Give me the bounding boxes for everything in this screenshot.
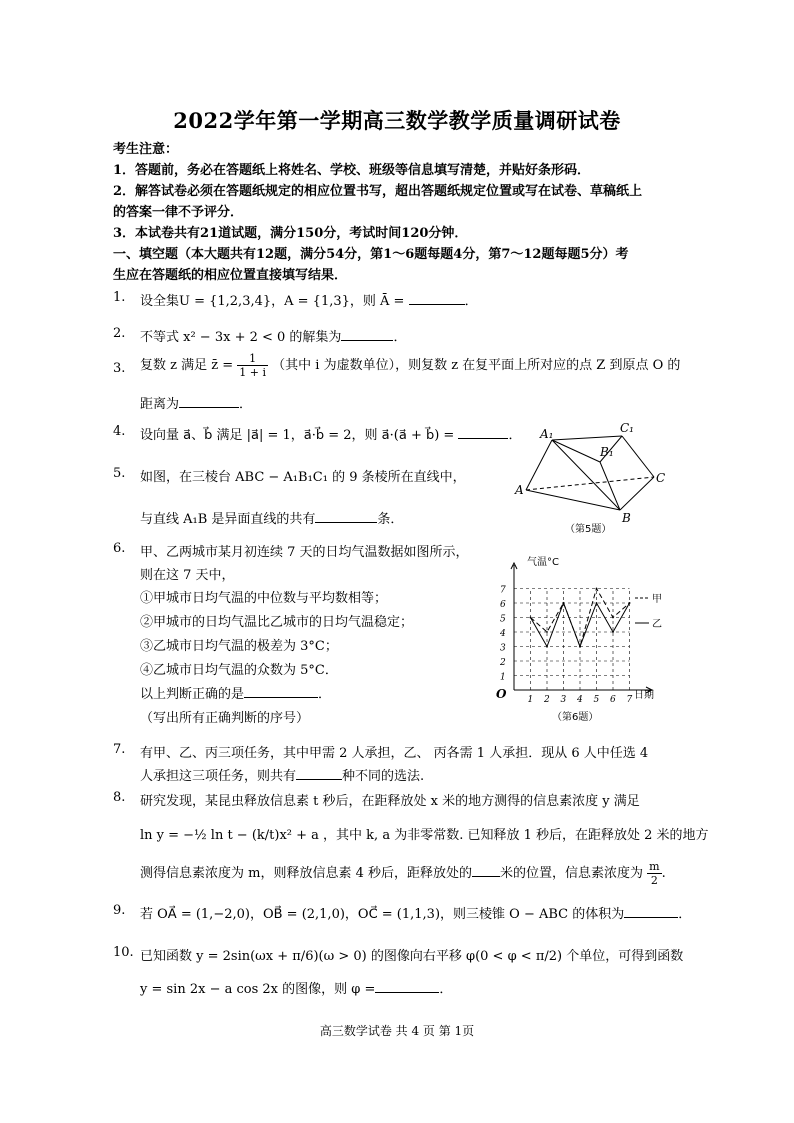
section-heading-2: 生应在答题纸的相应位置直接填写结果． xyxy=(113,268,348,283)
label-a: A xyxy=(515,483,524,497)
q5-line2: 与直线 A₁B 是异面直线的共有 条． xyxy=(140,512,404,527)
point-yi-7 xyxy=(629,602,631,604)
edge-cc1 xyxy=(622,436,654,477)
q4-text: 设向量 a⃗、b⃗ 满足 |a⃗| = 1，a⃗·b⃗ = 2，则 a⃗·(a⃗ + b⃗) = ． xyxy=(140,428,522,443)
q1-blank[interactable] xyxy=(409,292,465,305)
q10-number: 10. xyxy=(113,945,134,960)
q6-ask: 以上判断正确的是 ． xyxy=(140,687,332,702)
x-tick-label: 7 xyxy=(626,695,633,705)
q8-line1: 研究发现，某昆虫释放信息素 t 秒后，在距释放处 x 米的地方测得的信息素浓度 y 满足 xyxy=(140,794,640,809)
q7-number: 7. xyxy=(113,742,126,757)
q1-text: 设全集U = {1,2,3,4}，A = {1,3}，则 Ā = ． xyxy=(140,294,478,309)
q6-opt4: ④乙城市日均气温的众数为 5°C． xyxy=(140,663,338,678)
q10-line1: 已知函数 y = 2sin(ωx + π/6)(ω > 0) 的图像向右平移 φ(0 < φ < π/2) 个单位，可得到函数 xyxy=(140,949,684,964)
q10-line2: y = sin 2x − a cos 2x 的图像，则 φ = ． xyxy=(140,982,453,997)
y-tick-label: 3 xyxy=(500,643,506,654)
y-tick-label: 5 xyxy=(500,614,506,625)
label-b: B xyxy=(622,511,631,525)
point-yi-6 xyxy=(612,631,614,633)
notice-item-3: 3．本试卷共有21道试题，满分150分，考试时间120分钟． xyxy=(113,226,468,241)
notice-item-2: 2．解答试卷必须在答题纸规定的相应位置书写，超出答题纸规定位置或写在试卷、草稿纸上 xyxy=(113,184,643,199)
q9-text: 若 OA⃗ = (1,−2,0)，OB⃗ = (2,1,0)，OC⃗ = (1,1,3)，则三棱锥 O − ABC 的体积为 ． xyxy=(140,907,692,922)
q9-blank[interactable] xyxy=(624,905,678,918)
q7-blank[interactable] xyxy=(296,767,342,780)
q9-number: 9. xyxy=(113,903,126,918)
q2-blank[interactable] xyxy=(341,328,393,341)
q3-line2: 距离为 ． xyxy=(140,397,253,412)
y-tick-label: 4 xyxy=(500,629,506,639)
edge-a1c1 xyxy=(552,436,622,440)
point-yi-5 xyxy=(596,602,598,604)
edge-bc xyxy=(620,477,654,510)
label-b1: B₁ xyxy=(600,445,614,459)
y-tick-label: 6 xyxy=(500,600,506,610)
q4-blank[interactable] xyxy=(458,426,508,439)
q8-eq: ln y = −½ ln t − (k/t)x² + a ，其中 k, a 为非零常数. 已知释放 1 秒后，在距释放处 2 米的地方 xyxy=(140,828,709,843)
q8-fraction: $\frac{m}{2}$ xyxy=(649,860,660,887)
x-tick-label: 2 xyxy=(544,695,550,705)
point-yi-2 xyxy=(546,646,548,648)
notice-item-2b: 的答案一律不予评分． xyxy=(113,205,244,220)
fig5-caption: （第5题） xyxy=(565,524,612,535)
edge-ab xyxy=(526,490,620,510)
point-yi-4 xyxy=(579,646,581,648)
q2-number: 2. xyxy=(113,326,126,341)
chart-origin: O xyxy=(496,687,507,701)
q10-blank[interactable] xyxy=(375,980,439,993)
q1-number: 1. xyxy=(113,290,126,305)
q7-line1: 有甲、乙、丙三项任务，其中甲需 2 人承担，乙、 丙各需 1 人承担．现从 6 人中任选 4 xyxy=(140,746,649,761)
legend-yi: 乙 xyxy=(652,619,662,630)
label-c: C xyxy=(656,471,666,485)
q3-text: 复数 z 满足 z̄ = $\frac{1}{1 + i}$ （其中 i 为虚数单位），则复数 z 在复平面上所对应的点 Z 到原点 O 的 xyxy=(140,352,681,379)
x-tick-label: 1 xyxy=(527,695,534,705)
x-tick-label: 6 xyxy=(610,695,616,705)
point-jia-5 xyxy=(596,588,598,590)
page-title: 2022学年第一学期高三数学教学质量调研试卷 xyxy=(173,108,621,133)
x-tick-label: 4 xyxy=(577,695,583,705)
q3-number: 3. xyxy=(113,361,126,376)
q5-line1: 如图，在三棱台 ABC − A₁B₁C₁ 的 9 条棱所在直线中， xyxy=(140,470,466,485)
point-jia-6 xyxy=(612,617,614,619)
legend-jia: 甲 xyxy=(652,594,662,605)
q3-blank[interactable] xyxy=(179,395,239,408)
chart-ylabel: 气温°C xyxy=(527,557,559,568)
page-footer: 高三数学试卷 共 4 页 第 1页 xyxy=(319,1024,475,1038)
q2-text: 不等式 x² − 3x + 2 < 0 的解集为 ． xyxy=(140,330,407,345)
chart-xlabel: 日期 xyxy=(634,690,654,701)
edge-bb1 xyxy=(600,462,620,510)
point-yi-3 xyxy=(563,602,565,604)
notice-heading: 考生注意： xyxy=(113,142,179,157)
edge-aa1 xyxy=(526,440,552,490)
q6-opt1: ①甲城市日均气温的中位数与平均数相等； xyxy=(140,591,388,606)
q4-number: 4. xyxy=(113,424,126,439)
q6-opt3: ③乙城市日均气温的极差为 3°C； xyxy=(140,639,338,654)
x-tick-label: 5 xyxy=(593,695,600,705)
q6-line2: 则在这 7 天中， xyxy=(140,568,235,583)
point-yi-1 xyxy=(530,617,532,619)
y-tick-label: 1 xyxy=(500,672,506,683)
notice-item-1: 1．答题前，务必在答题纸上将姓名、学校、班级等信息填写清楚，并贴好条形码． xyxy=(113,163,591,178)
q3-fraction: $\frac{1}{1 + i}$ xyxy=(239,352,266,379)
q6-line1: 甲、乙两城市某月初连续 7 天的日均气温数据如图所示， xyxy=(140,545,469,560)
y-tick-label: 7 xyxy=(500,585,506,596)
q6-blank[interactable] xyxy=(244,685,318,698)
q7-line2: 人承担这三项任务，则共有 种不同的选法. xyxy=(140,769,425,784)
label-a1: A₁ xyxy=(540,427,554,441)
y-tick-label: 2 xyxy=(500,658,506,668)
q6-number: 6. xyxy=(113,541,126,556)
figure-5 xyxy=(510,420,670,535)
q6-hint: （写出所有正确判断的序号） xyxy=(140,711,310,726)
label-c1: C₁ xyxy=(620,421,634,435)
q5-blank[interactable] xyxy=(315,510,377,523)
section-heading: 一、填空题（本大题共有12题，满分54分，第1～6题每题4分，第7～12题每题5分）考 xyxy=(113,247,629,262)
point-jia-2 xyxy=(546,631,548,633)
edge-a1b1 xyxy=(552,440,600,462)
q8-number: 8. xyxy=(113,790,126,805)
q6-opt2: ②甲城市的日均气温比乙城市的日均气温稳定； xyxy=(140,615,414,630)
q8-line3: 测得信息素浓度为 m，则释放信息素 4 秒后，距释放处的 米的位置，信息素浓度为 $\frac{m}{2}$ . xyxy=(140,860,666,887)
x-tick-label: 3 xyxy=(560,695,567,705)
figure-6-chart xyxy=(490,553,680,723)
q5-number: 5. xyxy=(113,466,126,481)
fig6-caption: （第6题） xyxy=(552,712,599,723)
q8-blank[interactable] xyxy=(472,864,500,877)
